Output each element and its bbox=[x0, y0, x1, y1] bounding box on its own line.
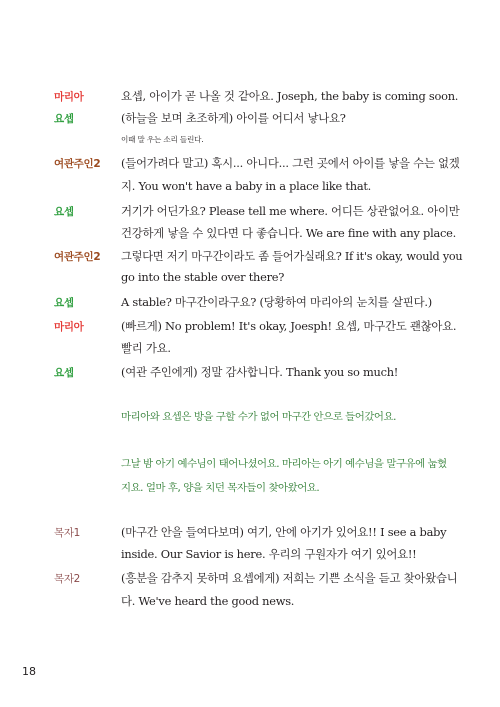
dialogue-line: (하늘을 보며 초조하게) 아이를 어디서 낳나요? bbox=[121, 111, 346, 125]
dialogue-line: (여관 주인에게) 정말 감사합니다. Thank you so much! bbox=[121, 365, 399, 379]
speaker-innkeeper: 여관주인2 bbox=[54, 251, 101, 263]
dialogue-line: A stable? 마구간이라구요? (당황하여 마리아의 눈치를 살핀다.) bbox=[121, 295, 432, 309]
narration-line: 마리아와 요셉은 방을 구할 수가 없어 마구간 안으로 들어갔어요. bbox=[121, 411, 396, 423]
dialogue-line: (빠르게) No problem! It's okay, Joesph! 요셉, 마구간도 괜찮아요. bbox=[121, 319, 457, 333]
stage-direction-note: 이때 말 우는 소리 들린다. bbox=[121, 135, 204, 144]
dialogue-line: 다. We've heard the good news. bbox=[121, 594, 295, 608]
dialogue-line: 거기가 어딘가요? Please tell me where. 어디든 상관없어요. 아이만 bbox=[121, 204, 460, 218]
dialogue-line: 그렇다면 저기 마구간이라도 좀 들어가실래요? If it's okay, would you bbox=[121, 249, 463, 263]
speaker-maria: 마리아 bbox=[54, 91, 84, 103]
narration-line: 그날 밤 아기 예수님이 태어나셨어요. 마리아는 아기 예수님을 말구유에 눕혔 bbox=[121, 458, 447, 470]
dialogue-line: (흥분을 감추지 못하며 요셉에게) 저희는 기쁜 소식을 듣고 찾아왔습니 bbox=[121, 571, 458, 585]
narration-line: 지요. 얼마 후, 양을 치던 목자들이 찾아왔어요. bbox=[121, 482, 320, 494]
page-number: 18 bbox=[22, 665, 36, 678]
speaker-joseph: 요셉 bbox=[54, 113, 74, 125]
dialogue-line: 지. You won't have a baby in a place like that. bbox=[121, 179, 372, 193]
dialogue-line: (마구간 안을 들여다보며) 여기, 안에 아기가 있어요!! I see a baby bbox=[121, 525, 447, 539]
dialogue-line: go into the stable over there? bbox=[121, 270, 285, 284]
speaker-shepherd2: 목자2 bbox=[54, 573, 81, 585]
speaker-maria: 마리아 bbox=[54, 321, 84, 333]
speaker-joseph: 요셉 bbox=[54, 206, 74, 218]
speaker-joseph: 요셉 bbox=[54, 367, 74, 379]
dialogue-line: 요셉, 아이가 곧 나올 것 같아요. Joseph, the baby is coming soon. bbox=[121, 89, 459, 103]
speaker-joseph: 요셉 bbox=[54, 297, 74, 309]
dialogue-line: inside. Our Savior is here. 우리의 구원자가 여기 있어요!! bbox=[121, 547, 417, 561]
speaker-shepherd1: 목자1 bbox=[54, 527, 81, 539]
dialogue-line: (들어가려다 말고) 혹시... 아니다... 그런 곳에서 아이를 낳을 수는 없겠 bbox=[121, 156, 460, 170]
speaker-innkeeper: 여관주인2 bbox=[54, 158, 101, 170]
dialogue-line: 건강하게 낳을 수 있다면 다 좋습니다. We are fine with any place. bbox=[121, 226, 457, 240]
dialogue-line: 빨리 가요. bbox=[121, 341, 171, 355]
